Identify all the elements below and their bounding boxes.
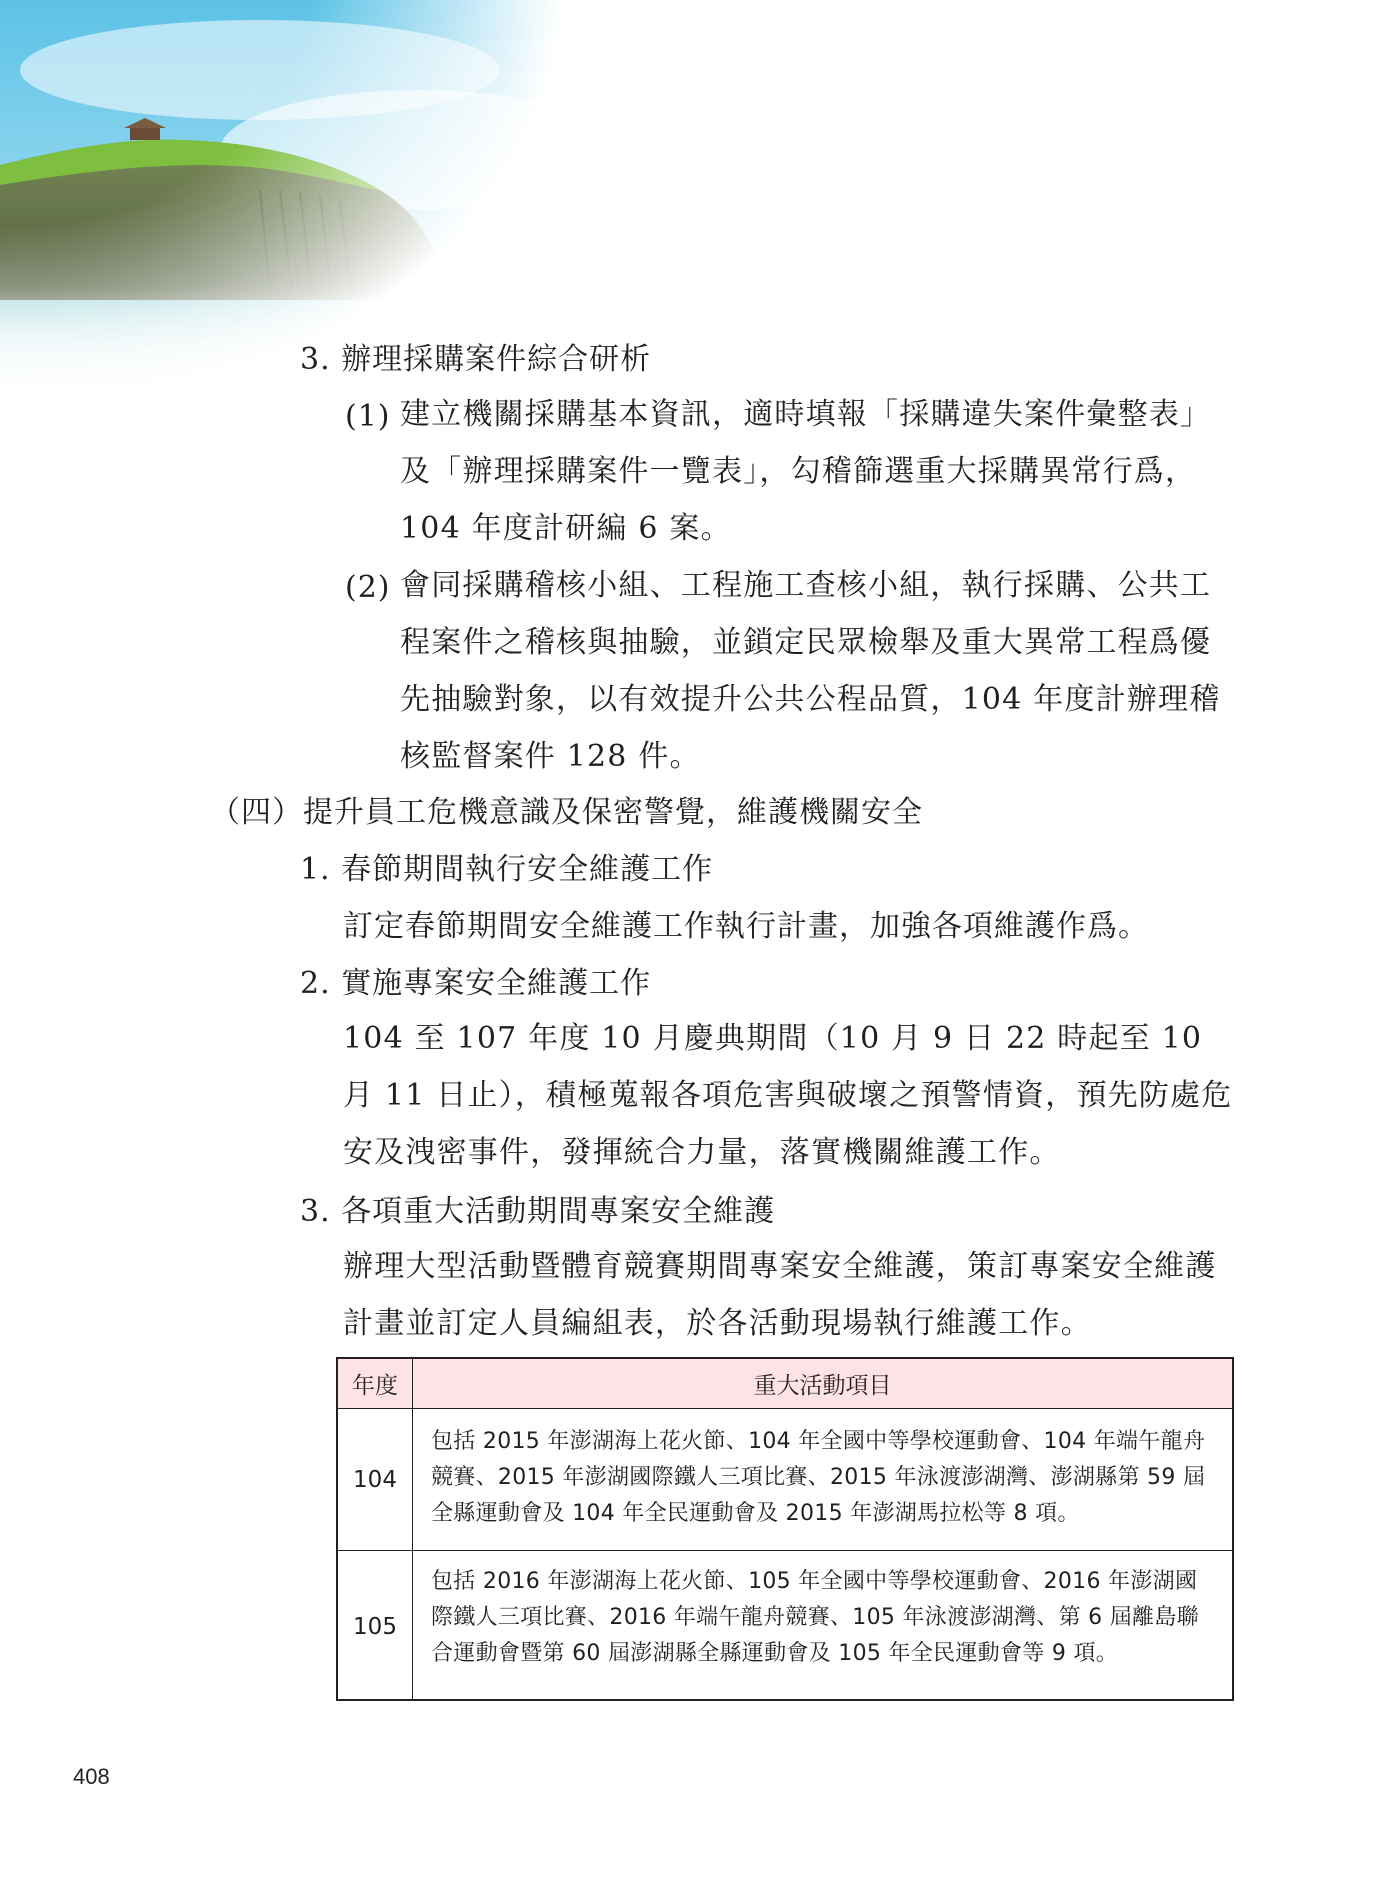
row1-activities: 包括 2015 年澎湖海上花火節、104 年全國中等學校運動會、104 年端午龍舟競賽、2015 年澎湖國際鐵人三項比賽、2015 年泳渡澎湖灣、澎湖縣第 59 屆全縣運動會及 104 年全民運動會及 2015 年澎湖馬拉松等 8 項。 [431, 1429, 1206, 1526]
s4-item2-heading: 2. 實施專案安全維護工作 [300, 966, 652, 1001]
row1-year: 104 [353, 1466, 397, 1493]
item3-2-marker: (2) [345, 570, 391, 605]
s4-item3-text: 辦理大型活動暨體育競賽期間專案安全維護，策訂專案安全維護計畫並訂定人員編組表，於各活動現場執行維護工作。 [343, 1249, 1217, 1341]
s4-item1-heading: 1. 春節期間執行安全維護工作 [300, 852, 714, 887]
item3-2-text: 會同採購稽核小組、工程施工查核小組，執行採購、公共工程案件之稽核與抽驗，並鎖定民眾檢舉及重大異常工程爲優先抽驗對象，以有效提升公共公程品質，104 年度計辦理稽核監督案件 128 件。 [400, 568, 1221, 774]
activities-table [336, 1357, 1234, 1701]
s4-item2-text: 104 至 107 年度 10 月慶典期間（10 月 9 日 22 時起至 10 月 11 日止），積極蒐報各項危害與破壞之預警情資，預先防處危安及洩密事件，發揮統合力量，落實機關維護工作。 [343, 1021, 1233, 1170]
row2-activities: 包括 2016 年澎湖海上花火節、105 年全國中等學校運動會、2016 年澎湖國際鐵人三項比賽、2016 年端午龍舟競賽、105 年泳渡澎湖灣、第 6 屆離島聯合運動會暨第 60 屆澎湖縣全縣運動會及 105 年全民運動會等 9 項。 [431, 1569, 1199, 1666]
header-year: 年度 [352, 1373, 398, 1399]
page-number: 408 [73, 1764, 110, 1789]
s4-item1-text: 訂定春節期間安全維護工作執行計畫，加強各項維護作爲。 [343, 909, 1149, 944]
table-row-divider [338, 1550, 1232, 1551]
table-column-divider [412, 1359, 413, 1699]
s4-item3-heading: 3. 各項重大活動期間專案安全維護 [300, 1194, 776, 1229]
row2-year: 105 [353, 1613, 397, 1640]
header-activities: 重大活動項目 [753, 1373, 892, 1399]
item3-heading: 3. 辦理採購案件綜合研析 [300, 342, 652, 377]
item3-1-text: 建立機關採購基本資訊，適時填報「採購違失案件彙整表」及「辦理採購案件一覽表」，勾稽篩選重大採購異常行爲，104 年度計研編 6 案。 [400, 397, 1212, 546]
item3-1-marker: (1) [345, 399, 391, 434]
section4-heading: （四）提升員工危機意識及保密警覺，維護機關安全 [210, 795, 923, 830]
